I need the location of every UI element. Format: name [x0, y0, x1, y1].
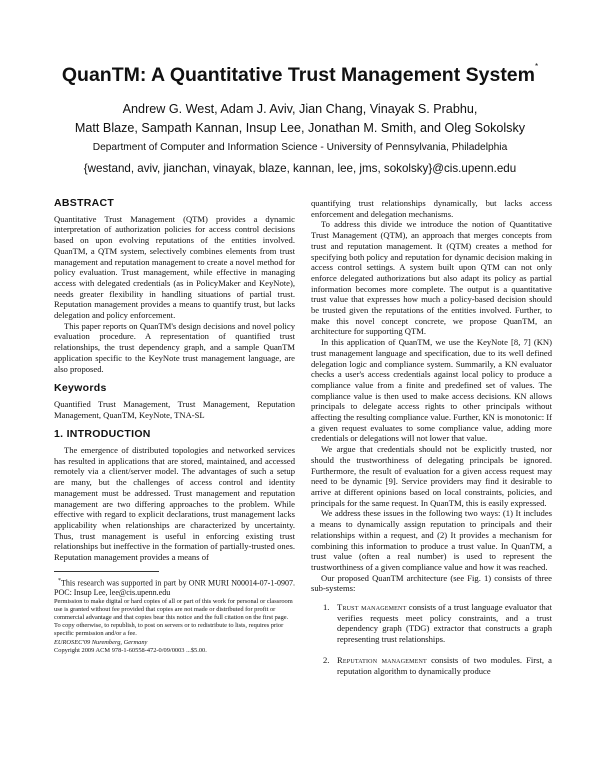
keywords-heading: Keywords — [54, 382, 107, 395]
copyright-line: Copyright 2009 ACM 978-1-60558-472-0/09/0003 ...$5.00. — [54, 646, 207, 654]
left-column — [54, 198, 295, 655]
permission-notice: Permission to make digital or hard copies of all or part of this work for personal or classroom use is granted without fee provided that copies are not made or distributed for profit or commercial advantage and that copies bear this notice and the full citation on the first page. To copy otherwise, to republish, to post on servers or to redistribute to lists, requires prior specific permission and/or a fee. — [54, 597, 293, 638]
right-paragraph-3: We argue that credentials should not be explicitly trusted, nor should the trustworthiness of delegating principals be ignored. Furthermore, the result of evaluation for a given access request may need to be dynamic [9]. Service providers may find it desirable to arrive at different opinions based on local constraints, policies, and principals for the same request. In QuanTM, this is easily expressed. — [311, 444, 552, 508]
authors-line-1: Andrew G. West, Adam J. Aviv, Jian Chang, Vinayak S. Prabhu, — [122, 102, 478, 116]
list-item-text: consists of two modules. First, a reputation algorithm to dynamically produce — [337, 654, 552, 676]
footnote-mark: * — [58, 577, 61, 584]
venue-text: EUROSEC'09 Nuremberg, Germany — [54, 638, 148, 646]
paper-title — [0, 64, 600, 87]
subsystem-list — [311, 602, 552, 676]
venue-line — [54, 639, 295, 647]
footnote — [54, 577, 295, 598]
right-column — [311, 198, 552, 686]
list-item-number: 2. — [323, 654, 330, 665]
right-paragraph-1: To address this divide we introduce the notion of Quantitative Trust Management (QTM), an approach that merges concepts from trust and reputation management. It (QTM) creates a method for specifying both policy and reputation for dynamic decision making in access control settings. A system built upon QTM can not only enforce delegated authorizations but also adapt its policy as partial information becomes more complete. The output is a quantitative trust value that expresses how much a policy-based decision should be trusted given the reputations of the entities involved. Further, to make this novel concept concrete, we propose QuanTM, an architecture for supporting QTM. — [311, 219, 552, 337]
footnote-text: This research was supported in part by ONR MURI N00014-07-1-0907. POC: Insup Lee, lee@cis.upenn.edu — [54, 578, 295, 598]
right-paragraph-4: We address these issues in the following two ways: (1) It includes a means to dynamically assign reputation to principals and their relationships within a request, and (2) It provides a mechanism for combining this information to produce a trust value. In QuanTM, a trust value (often a real number) is used to represent the trustworthiness of a given compliance value and how it was reached. — [311, 508, 552, 572]
affiliation: Department of Computer and Information Science - University of Pennsylvania, Philadelphia — [92, 142, 508, 153]
author-list — [0, 100, 600, 138]
title-text: QuanTM: A Quantitative Trust Management System — [61, 64, 535, 86]
list-item-text: consists of a trust language evaluator that verifies requests meet policy constraints, and a trust dependency graph (TDG) extractor that constructs a graph representing trust relationships. — [337, 602, 553, 645]
introduction-heading: 1. INTRODUCTION — [54, 428, 151, 441]
list-item-heading: Trust management — [337, 602, 407, 613]
keywords-text: Quantified Trust Management, Trust Management, Reputation Management, QuanTM, KeyNote, TNA-SL — [54, 398, 295, 420]
list-item — [323, 655, 552, 676]
list-item-number: 1. — [323, 602, 330, 613]
right-paragraph-2: In this application of QuanTM, we use the KeyNote [8, 7] (KN) trust management language and specification, due to its well defined delegation logic and compliance system. Summarily, a KN evaluator checks a user's access credentials against local policy to produce a compliance value from a finite and predefined set of values. The compliance value is then used to make access decisions. KN allows principals to delegate access rights to other principals without affecting the resulting compliance value. Further, KN is monotonic: If a given request evaluates to some compliance value, adding more credentials or delegations will not lower that value. — [311, 337, 552, 444]
author-emails: {westand, aviv, jianchan, vinayak, blaze, kannan, lee, jms, sokolsky}@cis.upenn.edu — [83, 162, 517, 175]
abstract-paragraph-1: Quantitative Trust Management (QTM) provides a dynamic interpretation of authorization policies for access control decisions based on upon evolving reputations of the entities involved. QuanTM, a QTM system, selectively combines elements from trust management and reputation management to create a novel method for policy evaluation. Trust management, while effective in managing access with delegated credentials (as in PolicyMaker and KeyNote), needs greater flexibility in handling situations of partial trust. Reputation management provides a means to quantify trust, but lacks delegation and policy enforcement. — [54, 213, 295, 321]
footnote-rule — [54, 571, 159, 572]
right-paragraph-5: Our proposed QuanTM architecture (see Fig. 1) consists of three sub-systems: — [311, 572, 552, 594]
title-footnote-mark: * — [535, 62, 539, 71]
list-item-heading: Reputation management — [337, 654, 427, 665]
right-paragraph-0: quantifying trust relationships dynamically, but lacks access enforcement and delegation mechanisms. — [311, 198, 552, 219]
introduction-paragraph-1: The emergence of distributed topologies and networked services has resulted in applications that are stored, maintained, and accessed remotely via a client/server model. The advantages of such a setup are many, but the challenges of access control and identity management must be addressed. Trust management and reputation management are two differing approaches to the problem. While effective with regard to explicit declarations, trust management lacks applicability when relationships are characterized by uncertainty. Thus, trust management is useful in enforcing existing trust relationships but ineffective in the formation of partially-trusted ones. Reputation management provides a means of — [54, 445, 295, 563]
abstract-heading: ABSTRACT — [54, 197, 115, 209]
list-item — [323, 602, 552, 645]
abstract-paragraph-2: This paper reports on QuanTM's design decisions and novel policy evaluation procedure. A representation of quantified trust relationships, the trust dependency graph, and a sample QuanTM application specific to the KeyNote trust management language, are also proposed. — [54, 320, 295, 374]
authors-line-2: Matt Blaze, Sampath Kannan, Insup Lee, Jonathan M. Smith, and Oleg Sokolsky — [74, 121, 526, 135]
